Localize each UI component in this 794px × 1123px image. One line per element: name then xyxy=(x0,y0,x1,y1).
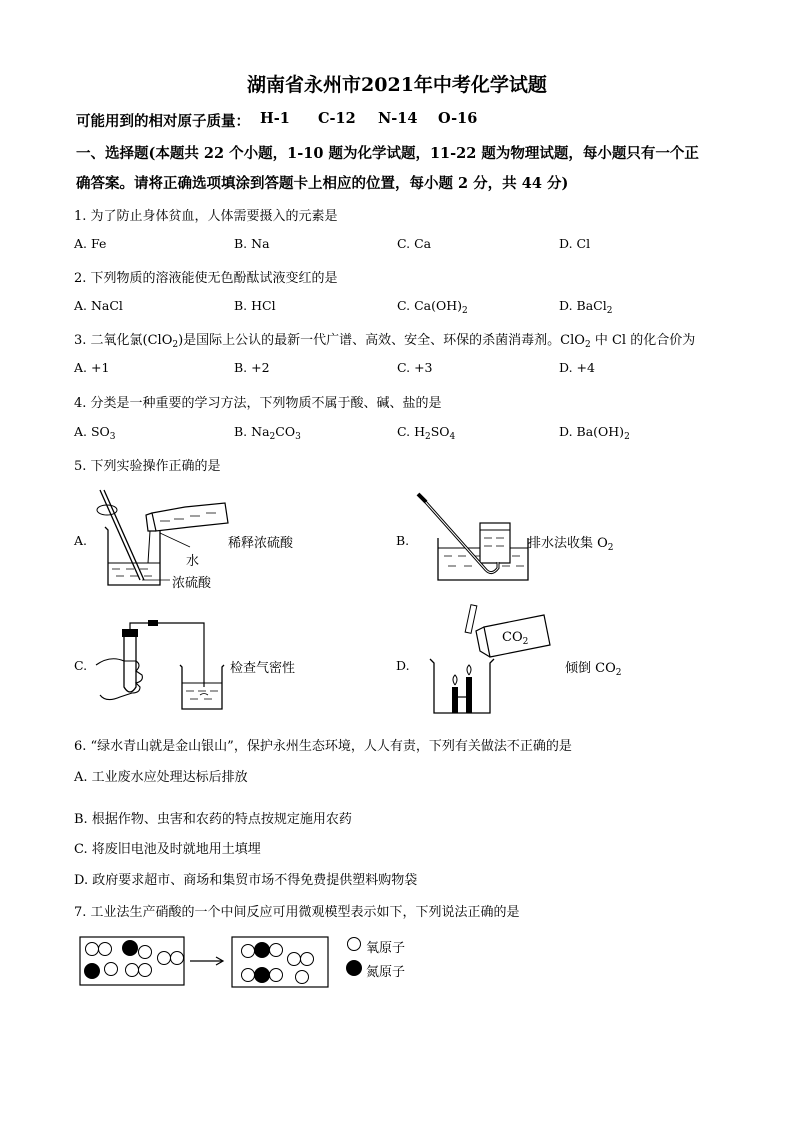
q5-b-label: 排水法收集 $O_2$ xyxy=(528,536,614,553)
question-7-stem: 7. 工业法生产硝酸的一个中间反应可用微观模型表示如下，下列说法正确的是 xyxy=(74,905,520,920)
water-displacement-diagram xyxy=(418,488,528,588)
pour-co2-diagram xyxy=(424,605,554,720)
question-2-stem: 2. 下列物质的溶液能使无色酚酞试液变红的是 xyxy=(74,271,338,286)
q2-option-d: D. BaCl$_2$ xyxy=(559,298,613,316)
question-4-stem: 4. 分类是一种重要的学习方法，下列物质不属于酸、碱、盐的是 xyxy=(74,396,442,411)
atomic-mass-n: N-14 xyxy=(378,110,418,127)
q5-option-c-letter: C. xyxy=(74,658,88,673)
q6-option-a: A. 工业废水应处理达标后排放 xyxy=(74,770,248,785)
q5-d-label: 倾倒 $CO_2$ xyxy=(565,661,622,678)
atomic-mass-c: C-12 xyxy=(318,110,356,127)
q5-a-label: 稀释浓硫酸 xyxy=(228,536,294,551)
question-6-stem: 6. “绿水青山就是金山银山”，保护永州生态环境，人人有责，下列有关做法不正确的是 xyxy=(74,739,572,754)
question-5-stem: 5. 下列实验操作正确的是 xyxy=(74,459,221,474)
q6-option-d: D. 政府要求超市、商场和集贸市场不得免费提供塑料购物袋 xyxy=(74,873,418,888)
atomic-masses-label: 可能用到的相对原子质量： xyxy=(76,113,250,130)
q4-option-c: C. $H_2SO_4$ xyxy=(397,424,456,442)
q6-option-c: C. 将废旧电池及时就地用土填埋 xyxy=(74,842,261,857)
q4-option-b: B. $Na_2CO_3$ xyxy=(234,424,301,442)
question-3-stem: 3. 二氧化氯(ClO$_2$)是国际上公认的最新一代广谱、高效、安全、环保的杀菌消毒剂。ClO$_2$ 中 Cl 的化合价为 xyxy=(74,333,696,350)
q2-option-b: B. HCl xyxy=(234,298,276,313)
q5-c-label: 检查气密性 xyxy=(230,661,296,676)
q6-option-b: B. 根据作物、虫害和农药的特点按规定施用农药 xyxy=(74,812,352,827)
legend-nitrogen-label: 氮原子 xyxy=(366,965,406,980)
q3-option-d: D. +4 xyxy=(559,360,595,375)
q5-option-a-letter: A. xyxy=(74,533,88,548)
q3-option-c: C. +3 xyxy=(397,360,433,375)
q5-d-bottle-label: $CO_2$ xyxy=(502,630,529,647)
atomic-mass-o: O-16 xyxy=(438,110,478,127)
legend-oxygen-label: 氧原子 xyxy=(366,941,406,956)
q3-option-b: B. +2 xyxy=(234,360,270,375)
q5-a-acid-label: 浓硫酸 xyxy=(172,576,212,591)
q1-option-c: C. Ca xyxy=(397,236,432,251)
question-1-stem: 1. 为了防止身体贫血，人体需要摄入的元素是 xyxy=(74,209,338,224)
q5-option-d-letter: D. xyxy=(396,658,410,673)
q4-option-a: A. $SO_3$ xyxy=(74,424,116,442)
q2-option-c: C. $Ca(OH)_2$ xyxy=(397,298,468,316)
q5-a-water-label: 水 xyxy=(186,554,200,569)
q2-option-a: A. NaCl xyxy=(74,298,123,313)
airtightness-diagram xyxy=(96,615,226,715)
atomic-mass-h: H-1 xyxy=(260,110,290,127)
q1-option-a: A. Fe xyxy=(74,236,107,251)
section-header-line1: 一、选择题(本题共 22 个小题，1-10 题为化学试题，11-22 题为物理试题，每小题只有一个正 xyxy=(76,145,699,162)
q3-option-a: A. +1 xyxy=(74,360,110,375)
q1-option-b: B. Na xyxy=(234,236,270,251)
dilute-acid-diagram xyxy=(90,485,240,595)
q4-option-d: D. $Ba(OH)_2$ xyxy=(559,424,630,442)
section-header-line2: 确答案。请将正确选项填涂到答题卡上相应的位置，每小题 2 分，共 44 分) xyxy=(76,175,569,192)
q5-option-b-letter: B. xyxy=(396,533,410,548)
page-title: 湖南省永州市2021年中考化学试题 xyxy=(247,74,547,96)
q1-option-d: D. Cl xyxy=(559,236,591,251)
